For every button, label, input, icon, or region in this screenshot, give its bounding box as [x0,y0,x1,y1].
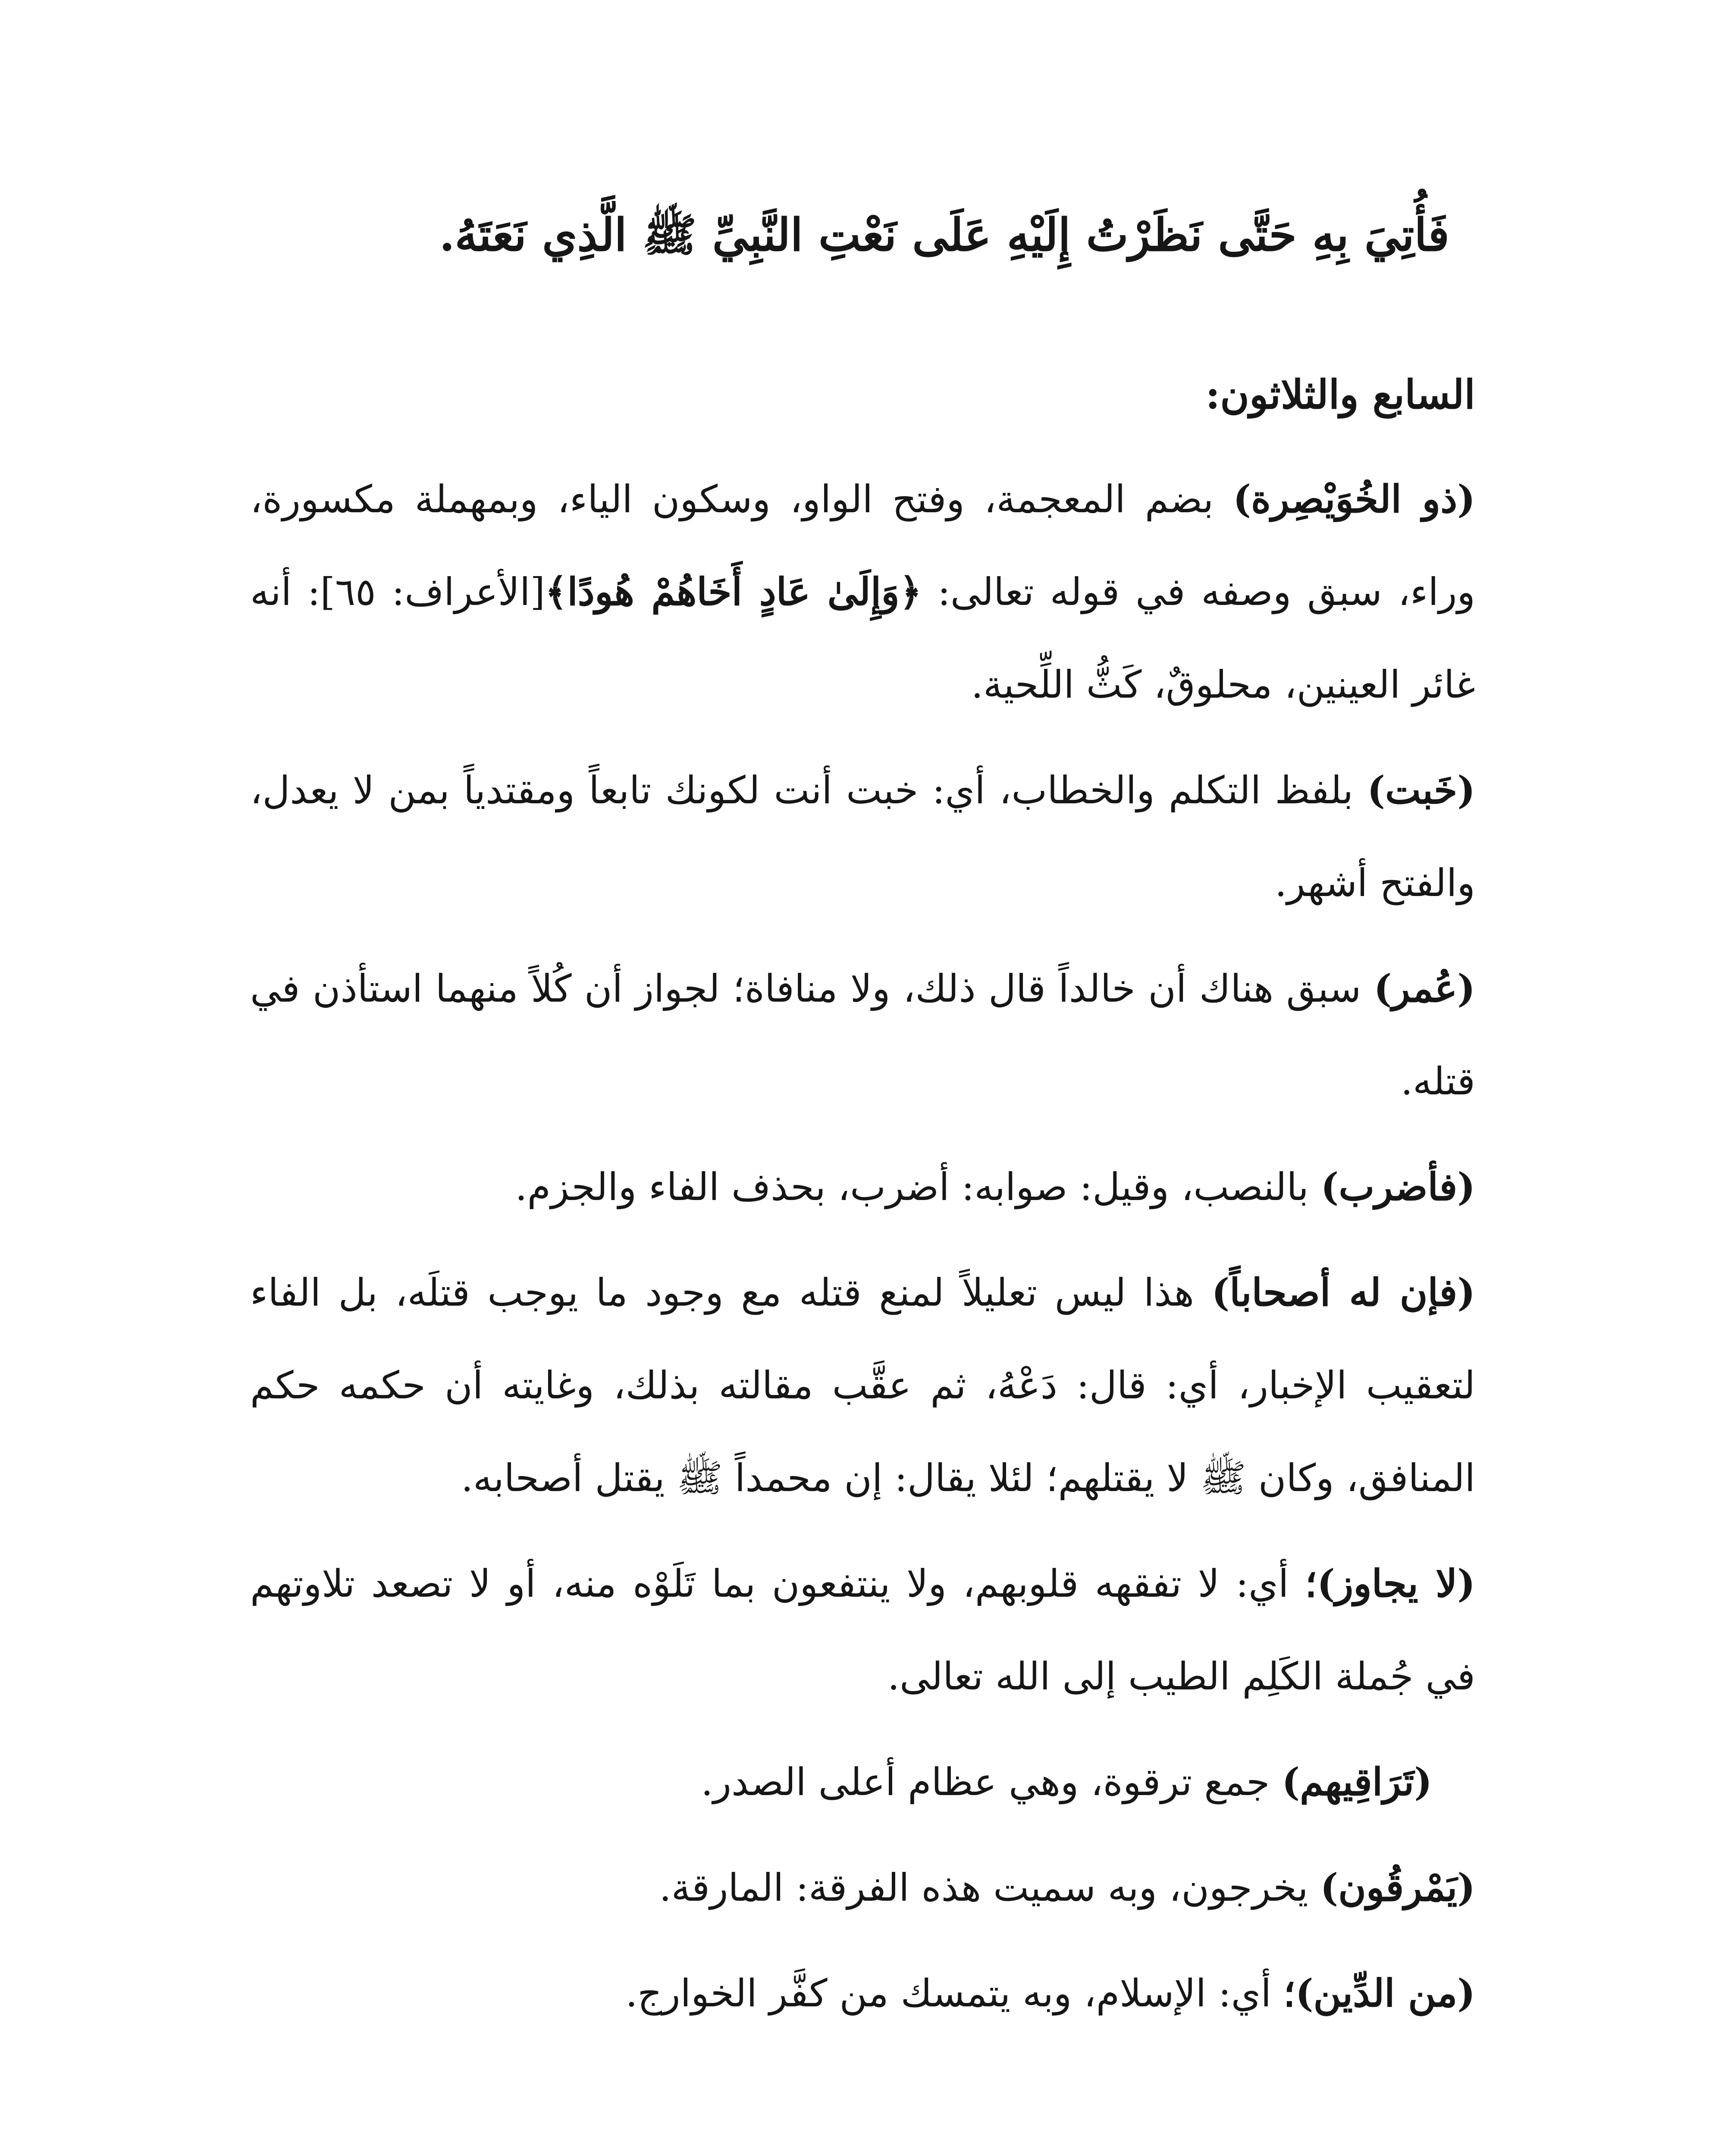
commentary-paragraph [250,1947,1475,2040]
commentary-paragraph [250,744,1475,929]
commentary-text: هذا ليس تعليلاً لمنع قتله مع وجود ما يوجب قتلَه، بل الفاء لتعقيب الإخبار، أي: قال: دَعْهُ، ثم عقَّب مقالته بذلك، وغايته أن حكمه حكم المنافق، وكان ﷺ لا يقتلهم؛ لئلا يقال: إن محمداً ﷺ يقتل أصحابه. [250,1270,1475,1500]
quran-verse: ﴿وَإِلَىٰ عَادٍ أَخَاهُمْ هُودًا﴾ [545,569,922,614]
commentary-text: أي: الإسلام، وبه يتمسك من كفَّر الخوارج. [625,1971,1284,2015]
commentary-term: (تَرَاقِيهم) [1282,1759,1432,1804]
hadith-text-line: فَأُتِيَ بِهِ حَتَّى نَظَرْتُ إِلَيْهِ عَلَى نَعْتِ النَّبِيِّ ﷺ الَّذِي نَعَتَهُ. [439,208,1449,261]
commentary-term: (لا يجاوز)؛ [1305,1561,1475,1606]
commentary-term: (عُمر) [1373,966,1475,1011]
commentary-term: (من الدِّين)؛ [1283,1971,1475,2015]
section-heading: السابع والثلاثون: [1205,371,1475,418]
commentary-text: بضم المعجمة، وفتح الواو، وسكون الياء، وبمهملة مكسورة، وراء، سبق وصفه في قوله تعالى: [250,477,1475,614]
commentary-paragraph [250,1537,1475,1723]
commentary-text: [الأعراف: ٦٥]: أنه غائر العينين، محلوقٌ، كَثُّ اللِّحية. [250,570,1475,707]
commentary-text: بالنصب، وقيل: صوابه: أضرب، بحذف الفاء والجزم. [515,1165,1321,1209]
commentary-text: سبق هناك أن خالداً قال ذلك، ولا منافاة؛ لجواز أن كُلاً منهما استأذن في قتله. [250,966,1475,1103]
commentary-text: بلفظ التكلم والخطاب، أي: خبت أنت لكونك تابعاً ومقتدياً بمن لا يعدل، والفتح أشهر. [250,768,1475,905]
commentary-paragraph [250,453,1475,731]
commentary-paragraph [250,942,1475,1128]
commentary-text: يخرجون، وبه سميت هذه الفرقة: المارقة. [659,1865,1320,1910]
commentary-term: (فأضرب) [1320,1164,1475,1209]
commentary-paragraph [250,1736,1475,1828]
commentary-paragraph [250,1841,1475,1934]
commentary-paragraph [250,1246,1475,1524]
commentary-paragraph [250,1141,1475,1233]
commentary-term: (فإن له أصحاباً) [1211,1270,1475,1315]
commentary-term: (يَمْرقُون) [1320,1865,1475,1910]
commentary-term: (خَبت) [1367,768,1475,812]
commentary-text: جمع ترقوة، وهي عظام أعلى الصدر. [701,1760,1282,1804]
commentary-term: (ذو الخُوَيْصِرة) [1233,476,1475,521]
commentary-text: أي: لا تفقهه قلوبهم، ولا ينتفعون بما تَلَوْه منه، أو لا تصعد تلاوتهم في جُملة الكَلِم الطيب إلى الله تعالى. [250,1561,1475,1698]
